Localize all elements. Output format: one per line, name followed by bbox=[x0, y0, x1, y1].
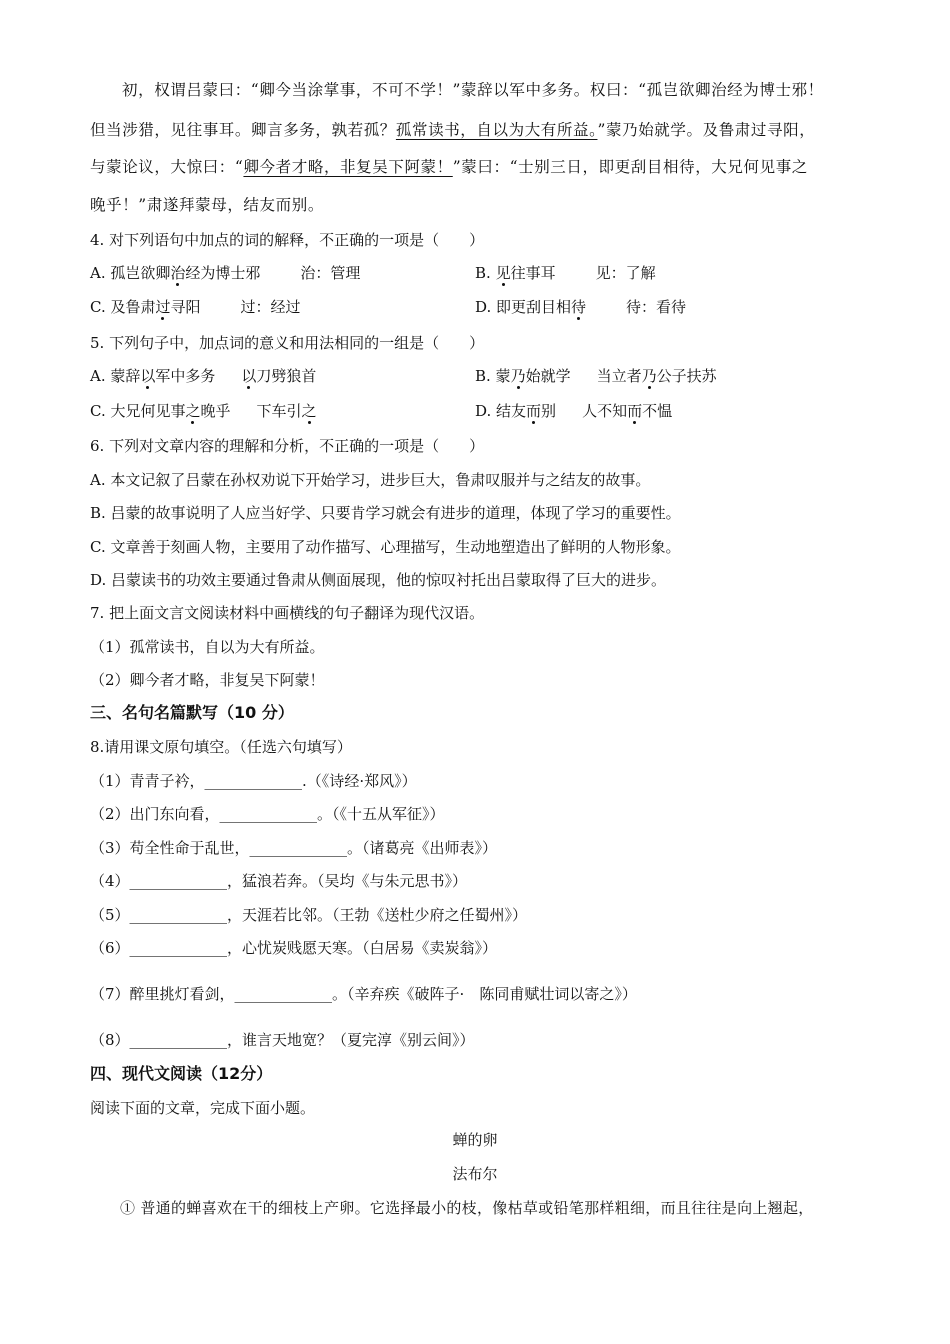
dotted-word: 治 bbox=[170, 264, 186, 282]
option-text: B. bbox=[475, 264, 496, 282]
passage-text: 与蒙论议，大惊曰：“ bbox=[90, 158, 244, 176]
article-paragraph-1: ① 普通的蝉喜欢在干的细枝上产卵。它选择最小的枝，像枯草或铅笔那样粗细，而且往往是向上翘起， bbox=[120, 1199, 814, 1217]
option-text: 晚乎 bbox=[200, 402, 231, 420]
gloss-text: 治：管理 bbox=[300, 264, 361, 282]
q7-stem: 7. 把上面文言文阅读材料中画横线的句子翻译为现代汉语。 bbox=[90, 604, 485, 622]
passage-line-4: 晚乎！”肃遂拜蒙母，结友而别。 bbox=[90, 196, 324, 214]
dotted-word: 乃 bbox=[510, 367, 526, 385]
gloss-text: 见：了解 bbox=[595, 264, 656, 282]
fill-blank-item: （4）_____________，猛浪若奔。（吴均《与朱元思书》） bbox=[90, 872, 468, 890]
article-author: 法布尔 bbox=[452, 1165, 498, 1183]
q4-option-d bbox=[475, 297, 686, 317]
option-text: C. 及鲁肃 bbox=[90, 298, 156, 316]
q6-option-d: D. 吕蒙读书的功效主要通过鲁肃从侧面展现，他的惊叹衬托出吕蒙取得了巨大的进步。 bbox=[90, 571, 667, 589]
dotted-word: 以 bbox=[241, 367, 257, 385]
passage-text: ”蒙曰：“士别三日，即更刮目相待，大兄何见事之 bbox=[452, 158, 808, 176]
fill-blank-item: （3）苟全性命于乱世，_____________。（诸葛亮《出师表》） bbox=[90, 839, 498, 857]
passage-text: ”蒙乃始就学。及鲁肃过寻阳， bbox=[597, 121, 816, 139]
fill-blank-item: （2）出门东向看，_____________。（《十五从军征》） bbox=[90, 805, 445, 823]
dotted-word: 过 bbox=[155, 298, 171, 316]
option-text: 军中多务 bbox=[155, 367, 216, 385]
q7-sentence-2: （2）卿今者才略，非复吴下阿蒙！ bbox=[90, 671, 325, 689]
dotted-word: 以 bbox=[140, 367, 156, 385]
fill-blank-item: （6）_____________，心忧炭贱愿天寒。（白居易《卖炭翁》） bbox=[90, 939, 498, 957]
q6-stem: 6. 下列对文章内容的理解和分析，不正确的一项是（ ） bbox=[90, 437, 485, 455]
dotted-word: 而 bbox=[627, 402, 643, 420]
q5-stem: 5. 下列句子中，加点词的意义和用法相同的一组是（ ） bbox=[90, 334, 485, 352]
q8-stem: 8.请用课文原句填空。（任选六句填写） bbox=[90, 738, 352, 756]
q5-option-c bbox=[90, 401, 317, 421]
fill-blank-item: （8）_____________，谁言天地宽？（夏完淳《别云间》） bbox=[90, 1031, 475, 1049]
option-text: 经为博士邪 bbox=[185, 264, 261, 282]
option-text: 寻阳 bbox=[170, 298, 201, 316]
option-text: 人不知 bbox=[582, 402, 628, 420]
option-text: B. 蒙 bbox=[475, 367, 511, 385]
option-text: C. 大兄何见事 bbox=[90, 402, 186, 420]
underlined-sentence-1: 孤常读书，自以为大有所益。 bbox=[395, 121, 598, 139]
fill-blank-item: （1）青青子衿，_____________.（《诗经·郑风》） bbox=[90, 772, 417, 790]
q5-option-a bbox=[90, 366, 316, 386]
q4-stem: 4. 对下列语句中加点的词的解释，不正确的一项是（ ） bbox=[90, 231, 485, 249]
q4-option-c bbox=[90, 297, 301, 317]
article-title: 蝉的卵 bbox=[452, 1131, 498, 1149]
q4-option-b bbox=[475, 263, 656, 283]
underlined-sentence-2: 卿今者才略，非复吴下阿蒙！ bbox=[243, 158, 453, 176]
passage-line-3 bbox=[90, 157, 808, 177]
dotted-word: 待 bbox=[571, 298, 587, 316]
fill-blank-item: （7）醉里挑灯看剑，_____________。（辛弃疾《破阵子· 陈同甫赋壮词以寄之》） bbox=[90, 985, 637, 1003]
section-4-title: 四、现代文阅读（12分） bbox=[90, 1064, 273, 1083]
section-3-title: 三、名句名篇默写（10 分） bbox=[90, 703, 294, 722]
gloss-text: 待：看待 bbox=[626, 298, 687, 316]
passage-line-1: 初，权谓吕蒙曰：“卿今当涂掌事，不可不学！”蒙辞以军中多务。权曰：“孤岂欲卿治经为博士邪！ bbox=[122, 81, 824, 99]
option-text: 当立者 bbox=[596, 367, 642, 385]
dotted-word: 而 bbox=[526, 402, 542, 420]
dotted-word: 见 bbox=[495, 264, 511, 282]
option-text: 始就学 bbox=[525, 367, 571, 385]
option-text: 公子扶苏 bbox=[656, 367, 717, 385]
q5-option-b bbox=[475, 366, 717, 386]
option-text: D. 结友 bbox=[475, 402, 527, 420]
option-text: 刀劈狼首 bbox=[256, 367, 317, 385]
passage-text: 但当涉猎，见往事耳。卿言多务，孰若孤？ bbox=[90, 121, 396, 139]
option-text: D. 即更刮目相 bbox=[475, 298, 572, 316]
option-text: 往事耳 bbox=[510, 264, 556, 282]
reading-intro: 阅读下面的文章，完成下面小题。 bbox=[90, 1099, 316, 1117]
gloss-text: 过：经过 bbox=[240, 298, 301, 316]
q4-option-a bbox=[90, 263, 360, 283]
q6-option-a: A. 本文记叙了吕蒙在孙权劝说下开始学习，进步巨大，鲁肃叹服并与之结友的故事。 bbox=[90, 471, 651, 489]
q6-option-b: B. 吕蒙的故事说明了人应当好学、只要肯学习就会有进步的道理，体现了学习的重要性。 bbox=[90, 504, 681, 522]
fill-blank-item: （5）_____________，天涯若比邻。（王勃《送杜少府之任蜀州》） bbox=[90, 906, 528, 924]
option-text: 别 bbox=[541, 402, 557, 420]
passage-line-2 bbox=[90, 120, 815, 140]
option-text: A. 孤岂欲卿 bbox=[90, 264, 171, 282]
q5-option-d bbox=[475, 401, 672, 421]
dotted-word: 乃 bbox=[641, 367, 657, 385]
option-text: 下车引 bbox=[256, 402, 302, 420]
dotted-word: 之 bbox=[301, 402, 317, 420]
option-text: A. 蒙辞 bbox=[90, 367, 141, 385]
q7-sentence-1: （1）孤常读书，自以为大有所益。 bbox=[90, 638, 325, 656]
q6-option-c: C. 文章善于刻画人物，主要用了动作描写、心理描写，生动地塑造出了鲜明的人物形象。 bbox=[90, 538, 681, 556]
dotted-word: 之 bbox=[185, 402, 201, 420]
option-text: 不愠 bbox=[642, 402, 673, 420]
